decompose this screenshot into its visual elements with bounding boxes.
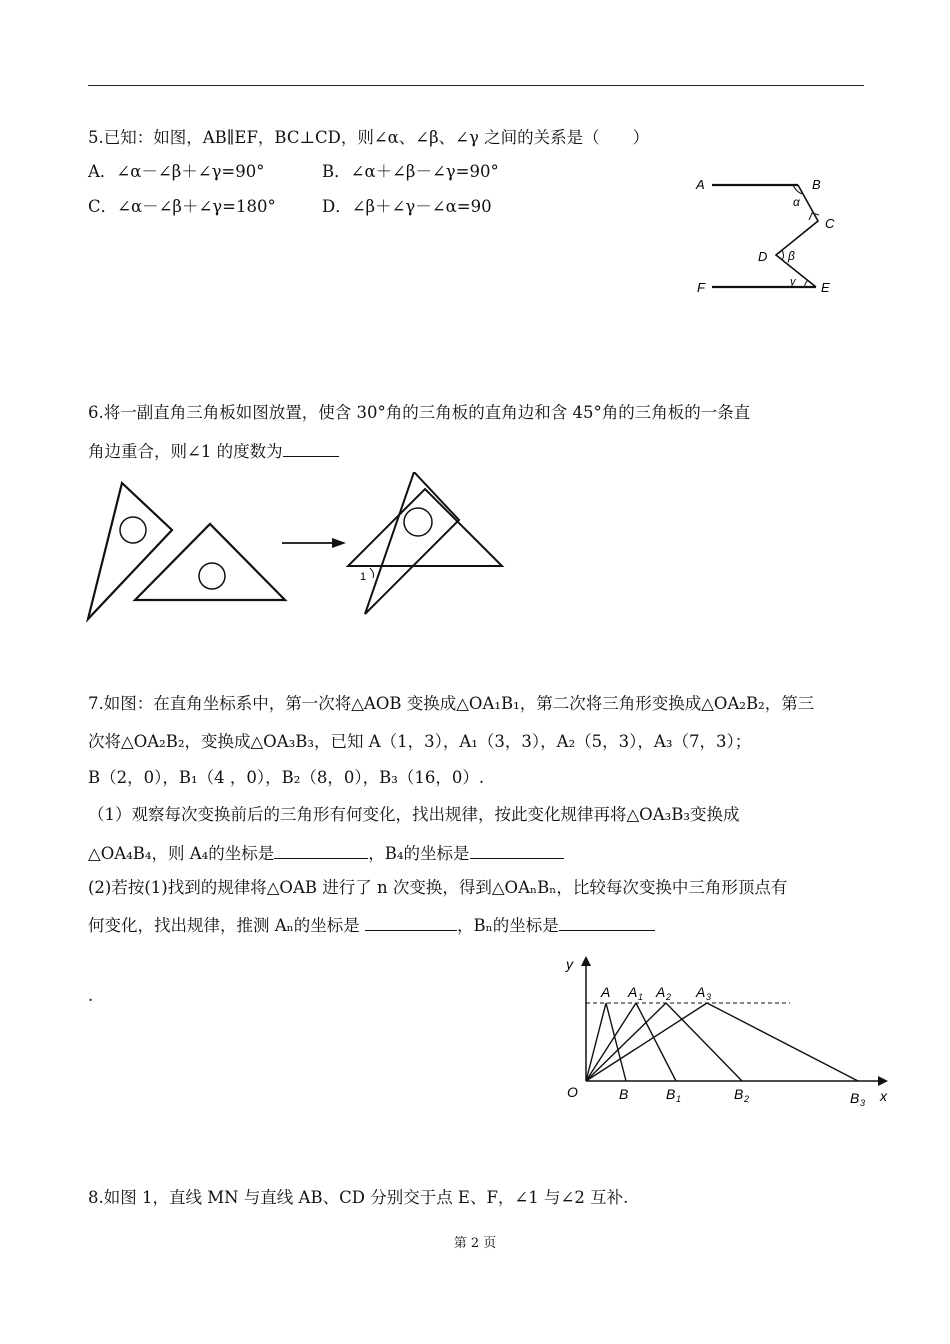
q7-an-answer-blank[interactable] <box>365 912 457 931</box>
q6-line-1: 6.将一副直角三角板如图放置，使含 30°角的三角板的直角边和含 45°角的三角板的一条直 <box>88 403 751 422</box>
q7-label-a3: A <box>696 984 706 1000</box>
q5-option-d: D．∠β＋∠γ－∠α=90 <box>322 197 492 216</box>
q5-label-gamma: γ <box>790 276 796 288</box>
q5-label-beta: β <box>788 249 795 263</box>
q6-answer-blank[interactable] <box>283 438 339 457</box>
q7-line-7 <box>88 912 655 938</box>
q7-label-b2-sub: 2 <box>744 1094 750 1104</box>
q7-line-1: 7.如图：在直角坐标系中，第一次将△AOB 变换成△OA₁B₁，第二次将三角形变换成△OA₂B₂，第三 <box>88 694 815 713</box>
q7-label-b1-sub: 1 <box>676 1094 682 1104</box>
q7-label-b2: B <box>734 1086 744 1102</box>
q5-label-b: B <box>812 177 821 192</box>
q6-line-2-text: 角边重合，则∠1 的度数为 <box>88 442 283 461</box>
q7-line-4: （1）观察每次变换前后的三角形有何变化，找出规律，按此变化规律再将△OA₃B₃变换成 <box>88 805 740 824</box>
q7-bn-answer-blank[interactable] <box>559 912 655 931</box>
q7-label-a1-sub: 1 <box>638 992 644 1002</box>
q8-line-1: 8.如图 1，直线 MN 与直线 AB、CD 分别交于点 E、F，∠1 与∠2 互补. <box>88 1188 629 1207</box>
q7-x-axis-label: x <box>880 1088 887 1104</box>
q7-label-b3: B <box>850 1090 860 1106</box>
q5-label-a: A <box>696 177 705 192</box>
q7-trailing-dot: . <box>88 986 94 1005</box>
q7-line-7b: ，Bₙ的坐标是 <box>457 916 559 935</box>
q5-label-d: D <box>758 249 768 264</box>
header-rule <box>88 85 864 86</box>
q7-line-5a: △OA₄B₄，则 A₄的坐标是 <box>88 844 275 863</box>
q5-label-alpha: α <box>793 195 800 209</box>
q7-line-3: B（2，0），B₁（4 ，0），B₂（8，0），B₃（16，0）. <box>88 768 485 787</box>
q5-option-a: A．∠α－∠β＋∠γ=90° <box>88 162 265 181</box>
q6-figure <box>80 472 520 632</box>
q7-line-5b: ，B₄的坐标是 <box>368 844 470 863</box>
q6-angle-1-label: 1 <box>360 571 367 583</box>
q7-b4-answer-blank[interactable] <box>470 840 564 859</box>
q5-figure <box>690 168 850 303</box>
q5-label-e: E <box>821 280 830 295</box>
q7-label-b3-sub: 3 <box>860 1098 866 1108</box>
q7-origin-label: O <box>567 1084 578 1100</box>
q7-label-a2-sub: 2 <box>666 992 672 1002</box>
q7-line-5 <box>88 840 564 866</box>
q5-stem: 5.已知：如图，AB∥EF，BC⊥CD，则∠α、∠β、∠γ 之间的关系是（ ） <box>88 128 650 147</box>
q7-label-a2: A <box>656 984 666 1000</box>
page-footer: 第 2 页 <box>453 1236 497 1251</box>
q7-label-a: A <box>601 984 611 1000</box>
q7-a4-answer-blank[interactable] <box>274 840 368 859</box>
q7-label-a3-sub: 3 <box>706 992 712 1002</box>
q7-line-7a: 何变化，找出规律，推测 Aₙ的坐标是 <box>88 916 366 935</box>
q7-line-2: 次将△OA₂B₂，变换成△OA₃B₃，已知 A（1，3），A₁（3，3），A₂（5，3），A₃（7，3）； <box>88 732 752 751</box>
q7-label-b1: B <box>666 1086 676 1102</box>
q7-label-b: B <box>619 1086 629 1102</box>
q7-y-axis-label: y <box>566 956 573 972</box>
q5-label-f: F <box>697 280 705 295</box>
q5-option-c: C．∠α－∠β＋∠γ=180° <box>88 197 276 216</box>
q6-line-2 <box>88 438 339 464</box>
q7-coordinate-figure <box>550 950 895 1112</box>
q7-label-a1: A <box>628 984 638 1000</box>
q7-line-6: (2)若按(1)找到的规律将△OAB 进行了 n 次变换，得到△OAₙBₙ，比较每次变换中三角形顶点有 <box>88 878 788 897</box>
q5-label-c: C <box>825 216 835 231</box>
q5-option-b: B．∠α＋∠β－∠γ=90° <box>322 162 499 181</box>
